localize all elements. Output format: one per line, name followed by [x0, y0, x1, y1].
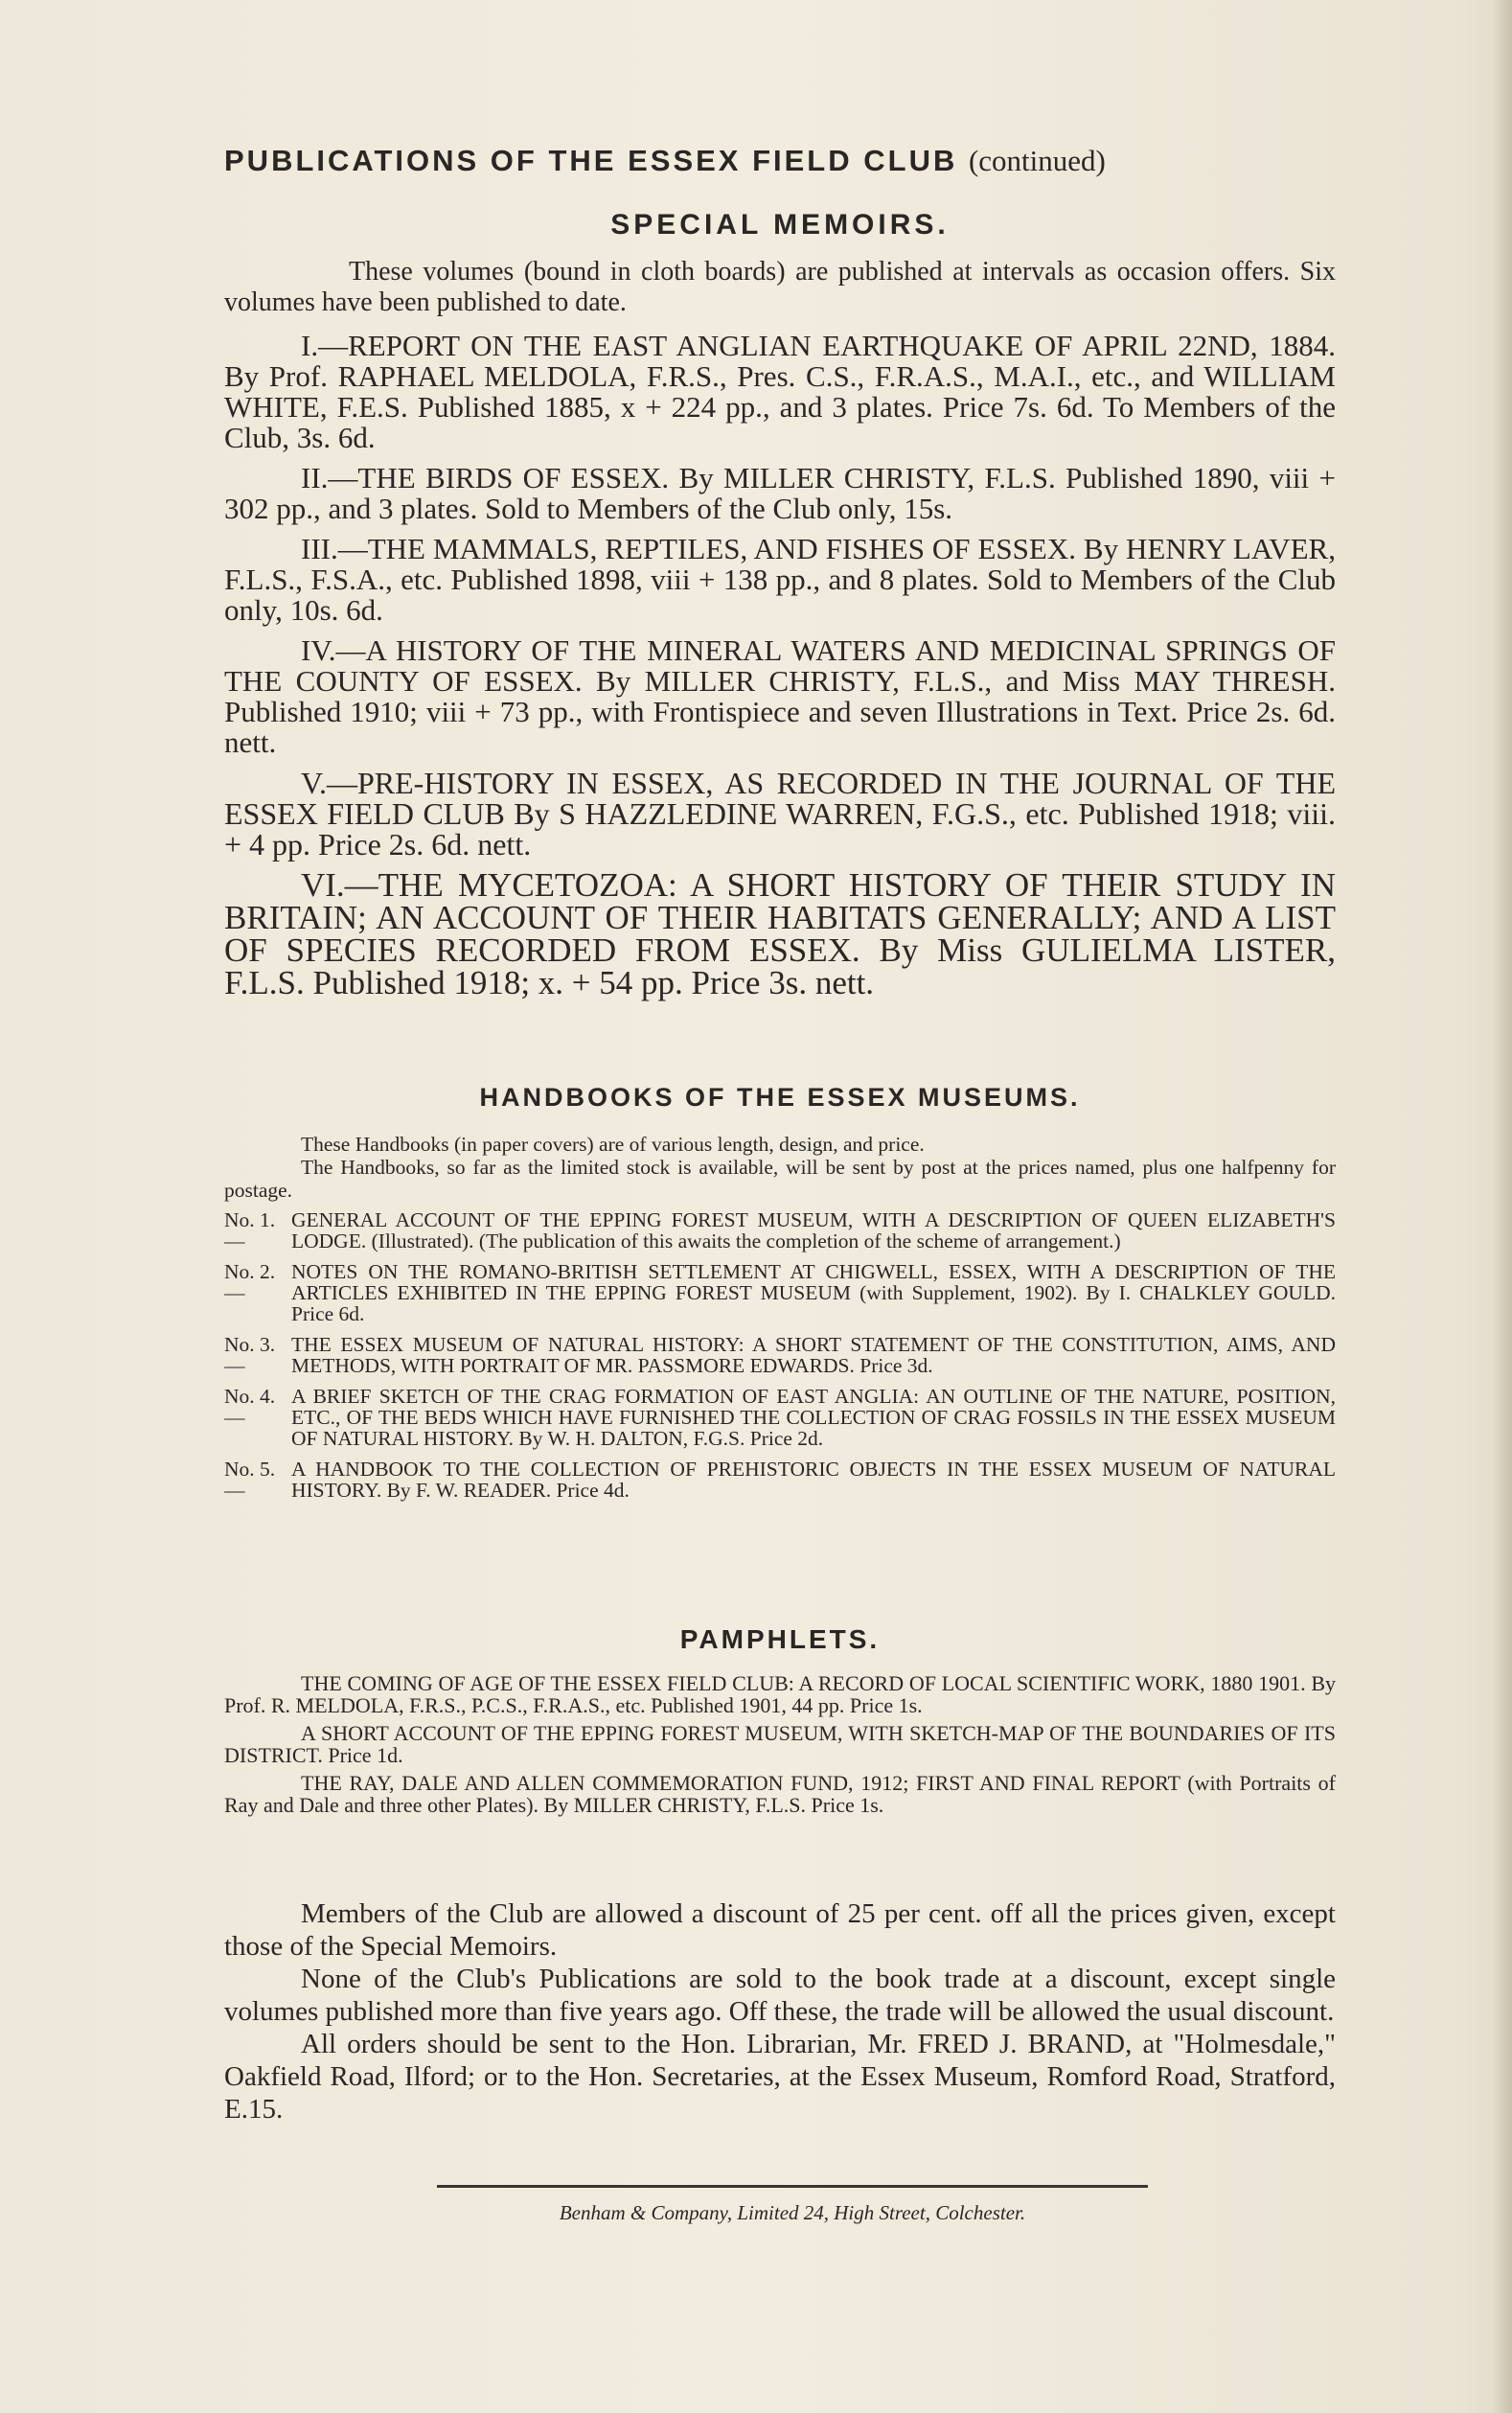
- handbooks-intro-2: The Handbooks, so far as the limited stock is available, will be sent by post at the prices named, plus one halfpenny for postage.: [224, 1156, 1336, 1202]
- handbook-number: No. 4.—: [224, 1385, 276, 1429]
- pamphlet-item-3: THE RAY, DALE AND ALLEN COMMEMORATION FUND, 1912; FIRST AND FINAL REPORT (with Portraits of Ray and Dale and three other Plates). By MILLER CHRISTY, F.L.S. Price 1s.: [224, 1771, 1336, 1817]
- handbook-text: GENERAL ACCOUNT OF THE EPPING FOREST MUSEUM, WITH A DESCRIPTION OF QUEEN ELIZABETH'S LODGE. (Illustrated). (The publication of this awaits the completion of the scheme of arrangement.): [291, 1208, 1336, 1252]
- handbook-number: No. 5.—: [224, 1458, 276, 1502]
- handbooks-section: [224, 1133, 1336, 1510]
- handbook-number: No. 3.—: [224, 1333, 276, 1377]
- handbook-number: No. 2.—: [224, 1260, 276, 1304]
- special-memoirs-section: [224, 257, 1336, 318]
- handbook-item-1: [224, 1209, 1336, 1252]
- notes-section: [224, 1897, 1336, 2126]
- handbook-item-3: [224, 1334, 1336, 1376]
- handbook-item-4: [224, 1386, 1336, 1449]
- handbooks-intro-1: These Handbooks (in paper covers) are of various length, design, and price.: [301, 1133, 925, 1156]
- pamphlets-section: [224, 1672, 1336, 1816]
- memoir-item-6: VI.—THE MYCETOZOA: A SHORT HISTORY OF THEIR STUDY IN BRITAIN; AN ACCOUNT OF THEIR HABITATS GENERALLY; AND A LIST OF SPECIES RECORDED FROM ESSEX. By Miss GULIELMA LISTER, F.L.S. Published 1918; x. + 54 pp. Price 3s. nett.: [224, 866, 1336, 1001]
- page-title: [224, 144, 1336, 178]
- pamphlets-heading: PAMPHLETS.: [679, 1624, 881, 1654]
- special-memoirs-heading: SPECIAL MEMOIRS.: [610, 209, 950, 241]
- memoir-item-4: IV.—A HISTORY OF THE MINERAL WATERS AND MEDICINAL SPRINGS OF THE COUNTY OF ESSEX. By MILLER CHRISTY, F.L.S., and Miss MAY THRESH. Published 1910; viii + 73 pp., with Frontispiece and seven Illustrations in Text. Price 2s. 6d. nett.: [224, 633, 1336, 759]
- note-trade: None of the Club's Publications are sold to the book trade at a discount, except single volumes published more than five years ago. Off these, the trade will be allowed the usual discount.: [224, 1964, 1336, 2027]
- pamphlet-item-2: A SHORT ACCOUNT OF THE EPPING FOREST MUSEUM, WITH SKETCH-MAP OF THE BOUNDARIES OF ITS DISTRICT. Price 1d.: [224, 1721, 1336, 1767]
- pamphlet-item-1: THE COMING OF AGE OF THE ESSEX FIELD CLUB: A RECORD OF LOCAL SCIENTIFIC WORK, 1880 1901. By Prof. R. MELDOLA, F.R.S., P.C.S., F.R.A.S., etc. Published 1901, 44 pp. Price 1s.: [224, 1671, 1336, 1717]
- title-text: PUBLICATIONS OF THE ESSEX FIELD CLUB: [224, 144, 958, 177]
- handbook-item-2: [224, 1261, 1336, 1324]
- memoir-item-3: III.—THE MAMMALS, REPTILES, AND FISHES OF ESSEX. By HENRY LAVER, F.L.S., F.S.A., etc. Published 1898, viii + 138 pp., and 8 plates. Sold to Members of the Club only, 10s. 6d.: [224, 532, 1336, 627]
- handbook-text: A HANDBOOK TO THE COLLECTION OF PREHISTORIC OBJECTS IN THE ESSEX MUSEUM OF NATURAL HISTORY. By F. W. READER. Price 4d.: [291, 1458, 1336, 1502]
- handbook-text: NOTES ON THE ROMANO-BRITISH SETTLEMENT AT CHIGWELL, ESSEX, WITH A DESCRIPTION OF THE ARTICLES EXHIBITED IN THE EPPING FOREST MUSEUM (with Supplement, 1902). By I. CHALKLEY GOULD. Price 6d.: [291, 1260, 1336, 1325]
- handbook-item-5: [224, 1459, 1336, 1501]
- memoir-item-2: II.—THE BIRDS OF ESSEX. By MILLER CHRISTY, F.L.S. Published 1890, viii + 302 pp., and 3 plates. Sold to Members of the Club only, 15s.: [224, 461, 1336, 525]
- handbook-number: No. 1.—: [224, 1208, 276, 1252]
- memoir-item-5: V.—PRE-HISTORY IN ESSEX, AS RECORDED IN THE JOURNAL OF THE ESSEX FIELD CLUB By S HAZZLEDINE WARREN, F.G.S., etc. Published 1918; viii. + 4 pp. Price 2s. 6d. nett.: [224, 766, 1336, 862]
- note-discount: Members of the Club are allowed a discount of 25 per cent. off all the prices given, except those of the Special Memoirs.: [224, 1898, 1336, 1962]
- handbook-text: A BRIEF SKETCH OF THE CRAG FORMATION OF EAST ANGLIA: AN OUTLINE OF THE NATURE, POSITION, ETC., OF THE BEDS WHICH HAVE FURNISHED THE COLLECTION OF CRAG FOSSILS IN THE ESSEX MUSEUM OF NATURAL HISTORY. By W. H. DALTON, F.G.S. Price 2d.: [291, 1385, 1336, 1450]
- page-edge-shadow: [1493, 0, 1512, 2413]
- note-orders: All orders should be sent to the Hon. Librarian, Mr. FRED J. BRAND, at "Holmesdale," Oakfield Road, Ilford; or to the Hon. Secretaries, at the Essex Museum, Romford Road, Stratford, E.15.: [224, 2029, 1336, 2125]
- handbook-text: THE ESSEX MUSEUM OF NATURAL HISTORY: A SHORT STATEMENT OF THE CONSTITUTION, AIMS, AND METHODS, WITH PORTRAIT OF MR. PASSMORE EDWARDS. Price 3d.: [291, 1333, 1336, 1377]
- memoir-item-1: I.—REPORT ON THE EAST ANGLIAN EARTHQUAKE OF APRIL 22ND, 1884. By Prof. RAPHAEL MELDOLA, F.R.S., Pres. C.S., F.R.A.S., M.A.I., etc., and WILLIAM WHITE, F.E.S. Published 1885, x + 224 pp., and 3 plates. Price 7s. 6d. To Members of the Club, 3s. 6d.: [224, 329, 1336, 454]
- special-memoirs-intro: These volumes (bound in cloth boards) are published at intervals as occasion offers. Six volumes have been published to date.: [224, 257, 1336, 317]
- memoir-list: [224, 331, 1336, 1000]
- printer-imprint: Benham & Company, Limited 24, High Street, Colchester.: [437, 2185, 1148, 2225]
- continued-label: (continued): [968, 144, 1106, 177]
- handbooks-heading: HANDBOOKS OF THE ESSEX MUSEUMS.: [479, 1083, 1081, 1112]
